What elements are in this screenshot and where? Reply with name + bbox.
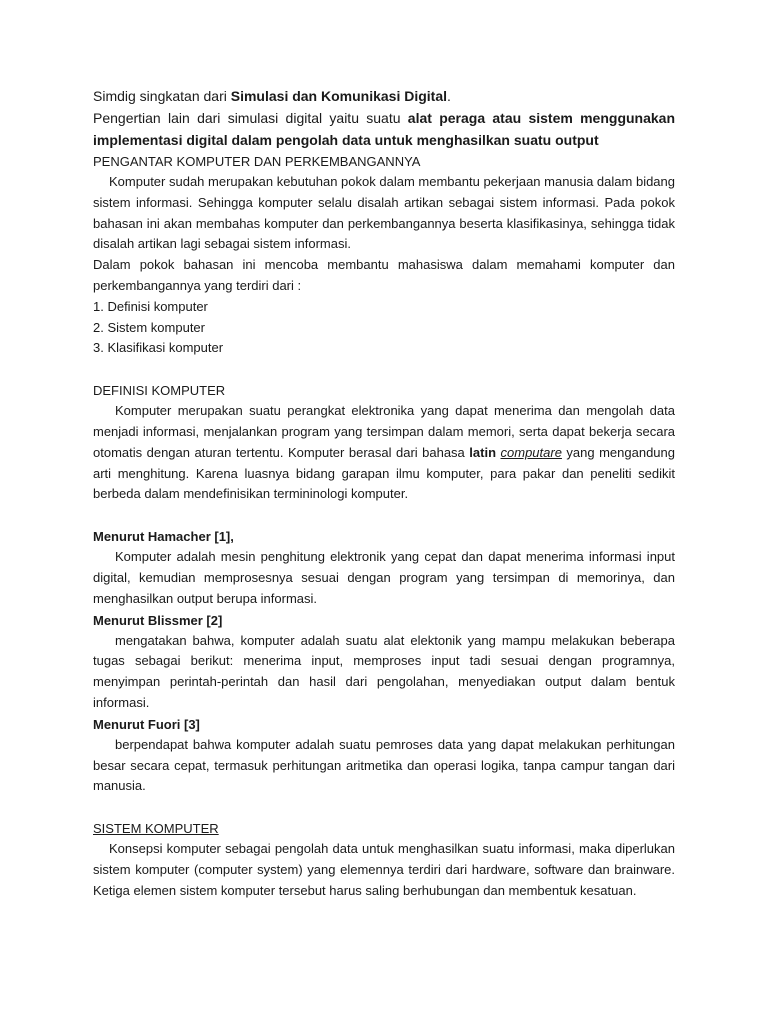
heading-fuori [93, 714, 675, 735]
spacer [93, 505, 675, 526]
definisi-paragraph [93, 401, 675, 505]
heading-pengantar: PENGANTAR KOMPUTER DAN PERKEMBANGANNYA [93, 154, 421, 169]
heading-hamacher [93, 526, 675, 547]
sistem-paragraph: Konsepsi komputer sebagai pengolah data untuk menghasilkan suatu informasi, maka diperlukan sistem komputer (computer system) yang elemennya terdiri dari hardware, software dan brainware. Ketiga elemen sistem komputer tersebut harus saling berhubungan dan membentuk kesatuan. [93, 841, 675, 898]
intro-line-1 [93, 85, 675, 107]
document-body [93, 85, 675, 902]
intro-text: Simdig singkatan dari [93, 88, 231, 104]
list-item-definisi: 1. Definisi komputer [93, 298, 208, 314]
list-item-sistem: 2. Sistem komputer [93, 319, 205, 335]
heading-blissmer [93, 610, 675, 631]
pengantar-paragraph-1: Komputer sudah merupakan kebutuhan pokok dalam membantu pekerjaan manusia dalam bidang sistem informasi. Sehingga komputer selalu disalah artikan sebagai sistem informasi. Pada pokok bahasan ini akan membahas komputer dan perkembangannya beserta klasifikasinya, sehingga tidak disalah artikan lagi sebagai sistem informasi. [93, 174, 675, 252]
pengantar-paragraph-2: Dalam pokok bahasan ini mencoba membantu mahasiswa dalam memahami komputer dan perkembangannya yang terdiri dari : [93, 257, 675, 293]
fuori-heading-text: Menurut Fuori [3] [93, 716, 200, 732]
definisi-latin: latin [469, 444, 497, 460]
intro-line-2 [93, 107, 675, 151]
spacer [93, 359, 675, 380]
hamacher-heading-text: Menurut Hamacher [1], [93, 529, 234, 545]
definisi-text: Komputer merupakan suatu perangkat elektronika yang dapat menerima dan mengolah data menjadi informasi, menjalankan program yang tersimpan dalam memori, serta dapat bekerja secara otomatis dengan aturan tertentu. Komputer berasal dari bahasa [93, 403, 675, 460]
heading-sistem [93, 818, 675, 839]
definisi-text-end: yang mengandung arti menghitung. Karena luasnya bidang garapan ilmu komputer, para pakar dan peneliti sedikit berbeda dalam mendefinisikan termininologi komputer. [93, 444, 675, 502]
intro-bold: Simulasi dan Komunikasi Digital [230, 88, 448, 104]
list-item-klasifikasi: 3. Klasifikasi komputer [93, 340, 224, 356]
sistem-heading-text: SISTEM KOMPUTER [93, 821, 219, 837]
fuori-paragraph: berpendapat bahwa komputer adalah suatu pemroses data yang dapat melakukan perhitungan besar secara cepat, termasuk perhitungan aritmetika dan operasi logika, tanpa campur tangan dari manusia. [93, 736, 675, 794]
spacer [93, 797, 675, 818]
intro2-text: Pengertian lain dari simulasi digital yaitu suatu [93, 110, 408, 126]
heading-definisi: DEFINISI KOMPUTER [93, 383, 226, 399]
hamacher-paragraph: Komputer adalah mesin penghitung elektronik yang cepat dan dapat menerima informasi input digital, kemudian memprosesnya sesuai dengan program yang tersimpan di memorinya, dan menghasilkan output berupa informasi. [93, 549, 675, 606]
intro-period: . [447, 88, 451, 104]
blissmer-heading-text: Menurut Blissmer [2] [93, 612, 223, 628]
computare-link[interactable]: computare [500, 444, 562, 460]
intro2-bold: alat peraga atau sistem menggunakan implementasi digital dalam pengolah data untuk menghasilkan suatu output [93, 110, 676, 148]
blissmer-paragraph: mengatakan bahwa, komputer adalah suatu alat elektonik yang mampu melakukan beberapa tugas sebagai berikut: menerima input, memproses input tadi sesuai dengan programnya, menyimpan perintah-perintah dan hasil dari pengolahan, menyediakan output dalam bentuk informasi. [93, 632, 675, 710]
